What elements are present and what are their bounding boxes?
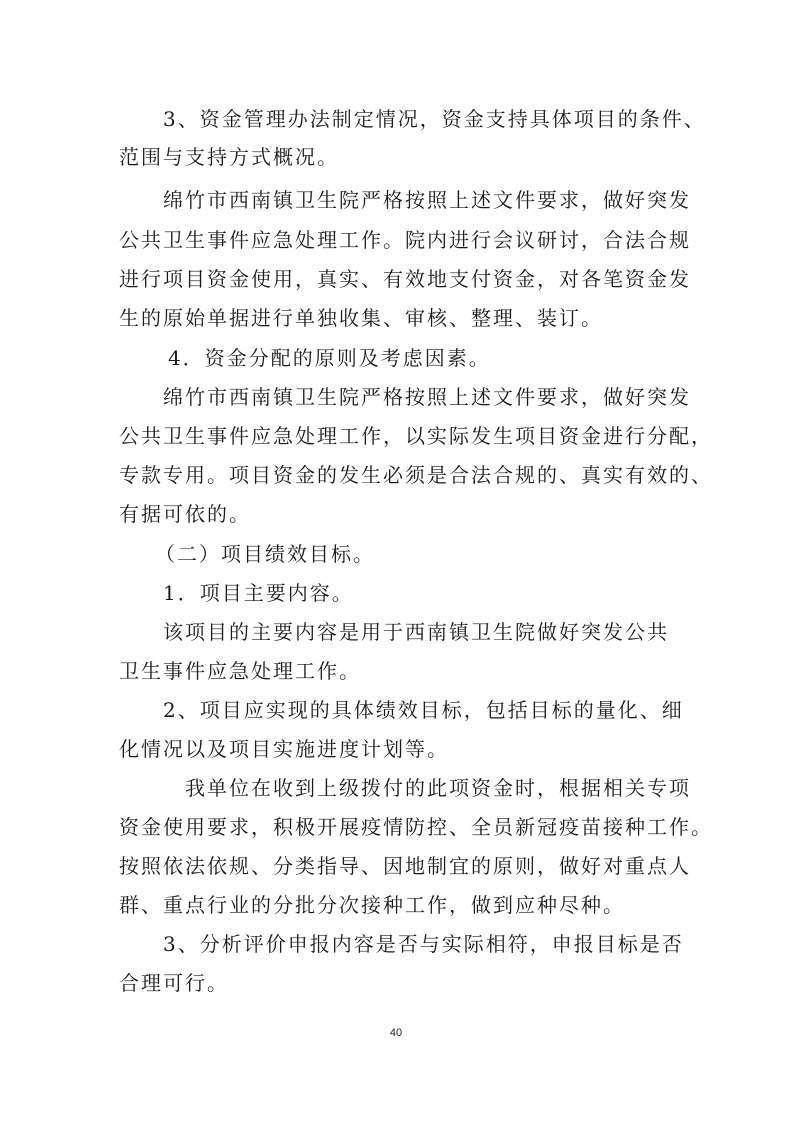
section-heading: （二）项目绩效目标。	[155, 542, 375, 566]
paragraph-line: 我单位在收到上级拨付的此项资金时，根据相关专项	[185, 776, 691, 800]
paragraph-line: 绵竹市西南镇卫生院严格按照上述文件要求，做好突发	[163, 188, 691, 212]
paragraph-line: 绵竹市西南镇卫生院严格按照上述文件要求，做好突发	[163, 385, 691, 409]
section-heading: 1．项目主要内容。	[163, 581, 354, 605]
paragraph-line: 范围与支持方式概况。	[119, 145, 339, 169]
paragraph-line: 合理可行。	[119, 971, 229, 995]
paragraph-line: 有据可依的。	[119, 502, 251, 526]
paragraph-line: 该项目的主要内容是用于西南镇卫生院做好突发公共	[163, 620, 669, 644]
paragraph-line: 3、分析评价申报内容是否与实际相符，申报目标是否	[163, 932, 684, 956]
page-number: 40	[389, 1027, 403, 1039]
paragraph-line: 资金使用要求，积极开展疫情防控、全员新冠疫苗接种工作。	[119, 815, 713, 839]
paragraph-line: 2、项目应实现的具体绩效目标，包括目标的量化、细	[163, 698, 684, 722]
paragraph-line: 专款专用。项目资金的发生必须是合法合规的、真实有效的、	[119, 463, 713, 487]
paragraph-line: 进行项目资金使用，真实、有效地支付资金，对各笔资金发	[119, 267, 691, 291]
paragraph-line: 卫生事件应急处理工作。	[119, 659, 361, 683]
paragraph-line: 生的原始单据进行单独收集、审核、整理、装订。	[119, 306, 603, 330]
paragraph-line: 群、重点行业的分批分次接种工作，做到应种尽种。	[119, 893, 625, 917]
paragraph-line: 3、资金管理办法制定情况，资金支持具体项目的条件、	[163, 107, 706, 131]
paragraph-line: 公共卫生事件应急处理工作。院内进行会议研讨，合法合规	[119, 228, 691, 252]
paragraph-line: 公共卫生事件应急处理工作，以实际发生项目资金进行分配，	[119, 424, 713, 448]
section-heading: 4．资金分配的原则及考虑因素。	[168, 346, 491, 370]
paragraph-line: 化情况以及项目实施进度计划等。	[119, 737, 449, 761]
paragraph-line: 按照依法依规、分类指导、因地制宜的原则，做好对重点人	[119, 854, 691, 878]
